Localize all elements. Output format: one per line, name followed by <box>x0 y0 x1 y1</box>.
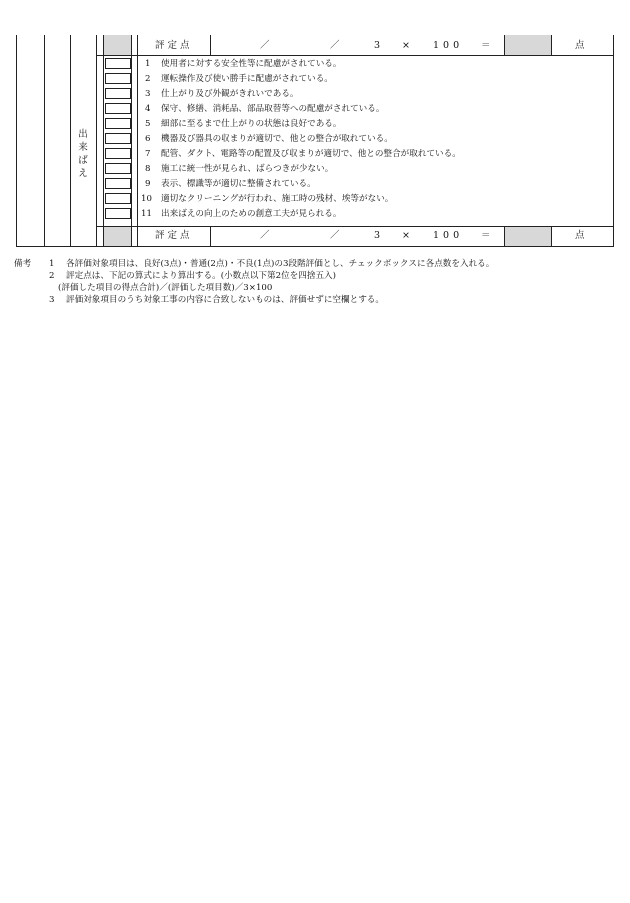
v-line <box>504 226 505 247</box>
item-number: 10 <box>141 194 152 204</box>
v-line <box>103 35 104 247</box>
score-checkbox[interactable] <box>105 148 131 159</box>
item-number: 8 <box>145 164 151 174</box>
score-checkbox[interactable] <box>105 178 131 189</box>
item-number: 9 <box>145 179 151 189</box>
score-checkbox[interactable] <box>105 133 131 144</box>
item-number: 5 <box>145 119 151 129</box>
section-label-char: え <box>78 168 88 179</box>
v-line <box>613 35 614 247</box>
item-number: 11 <box>141 209 152 219</box>
item-text: 施工に統一性が見られ、ばらつきが少ない。 <box>161 164 334 174</box>
item-text: 配管、ダクト、電路等の配置及び収まりが適切で、他との整合が取れている。 <box>161 149 461 159</box>
section-label <box>77 128 89 180</box>
v-line <box>96 35 97 247</box>
score-checkbox[interactable] <box>105 163 131 174</box>
section-label-char: 出 <box>78 129 88 140</box>
v-line <box>210 35 211 56</box>
item-text: 表示、標識等が適切に整備されている。 <box>161 179 316 189</box>
h-line <box>96 55 614 56</box>
section-label-char: ば <box>78 155 88 166</box>
item-number: 7 <box>145 149 151 159</box>
item-text: 適切なクリーニングが行われ、施工時の残材、埃等がない。 <box>161 194 394 204</box>
note-text: 評定点は、下記の算式により算出する。(小数点以下第2位を四捨五入) <box>66 271 336 281</box>
item-text: 仕上がり及び外観がきれいである。 <box>161 89 299 99</box>
score-unit: 点 <box>575 230 585 241</box>
score-checkbox[interactable] <box>105 118 131 129</box>
divisor-three: 3 <box>374 230 381 241</box>
item-text: 細部に至るまで仕上がりの状態は良好である。 <box>161 119 342 129</box>
multiplier-hundred: 100 <box>433 40 464 51</box>
times-sign: × <box>402 40 410 51</box>
item-number: 1 <box>145 59 151 69</box>
score-label: 評 定 点 <box>155 40 190 51</box>
item-text: 保守、修繕、消耗品、部品取替等への配慮がされている。 <box>161 104 385 114</box>
equals-sign: ＝ <box>481 40 491 51</box>
item-text: 使用者に対する安全性等に配慮がされている。 <box>161 59 342 69</box>
v-line <box>70 35 71 247</box>
multiplier-hundred: 100 <box>433 230 464 241</box>
item-text: 出来ばえの向上のための創意工夫が見られる。 <box>161 209 342 219</box>
note-number: 2 <box>49 271 55 281</box>
shaded-result-top <box>504 35 551 55</box>
v-line <box>131 35 132 247</box>
note-text: 各評価対象項目は、良好(3点)・普通(2点)・不良(1点)の3段階評価とし、チェックボックスに各点数を入れる。 <box>66 259 495 269</box>
note-number: 1 <box>49 259 55 269</box>
slash: ／ <box>260 40 270 51</box>
item-number: 6 <box>145 134 151 144</box>
v-line <box>551 226 552 247</box>
note-formula: (評価した項目の得点合計)／(評価した項目数)／3×100 <box>58 283 273 293</box>
v-line <box>44 35 45 247</box>
score-checkbox[interactable] <box>105 208 131 219</box>
times-sign: × <box>402 230 410 241</box>
score-checkbox[interactable] <box>105 58 131 69</box>
item-text: 運転操作及び使い勝手に配慮がされている。 <box>161 74 333 84</box>
shaded-cell-top <box>104 35 131 55</box>
slash: ／ <box>260 230 270 241</box>
note-text: 評価対象項目のうち対象工事の内容に合致しないものは、評価せずに空欄とする。 <box>66 295 384 305</box>
equals-sign: ＝ <box>481 230 491 241</box>
v-line <box>504 35 505 56</box>
slash: ／ <box>330 230 340 241</box>
score-checkbox[interactable] <box>105 88 131 99</box>
score-checkbox[interactable] <box>105 73 131 84</box>
note-number: 3 <box>49 295 55 305</box>
shaded-cell-bottom <box>104 226 131 246</box>
score-checkbox[interactable] <box>105 193 131 204</box>
section-label-char: 来 <box>78 142 88 153</box>
item-number: 3 <box>145 89 151 99</box>
score-checkbox[interactable] <box>105 103 131 114</box>
v-line <box>551 35 552 56</box>
v-line <box>137 35 138 247</box>
score-unit: 点 <box>575 40 585 51</box>
shaded-result-bottom <box>504 226 551 246</box>
item-text: 機器及び器具の収まりが適切で、他との整合が取れている。 <box>161 134 393 144</box>
notes-heading: 備考 <box>14 259 32 269</box>
h-line <box>16 246 614 247</box>
item-number: 4 <box>145 104 151 114</box>
v-line <box>210 226 211 247</box>
slash: ／ <box>330 40 340 51</box>
divisor-three: 3 <box>374 40 381 51</box>
v-line <box>16 35 17 247</box>
item-number: 2 <box>145 74 151 84</box>
score-label: 評 定 点 <box>155 230 190 241</box>
